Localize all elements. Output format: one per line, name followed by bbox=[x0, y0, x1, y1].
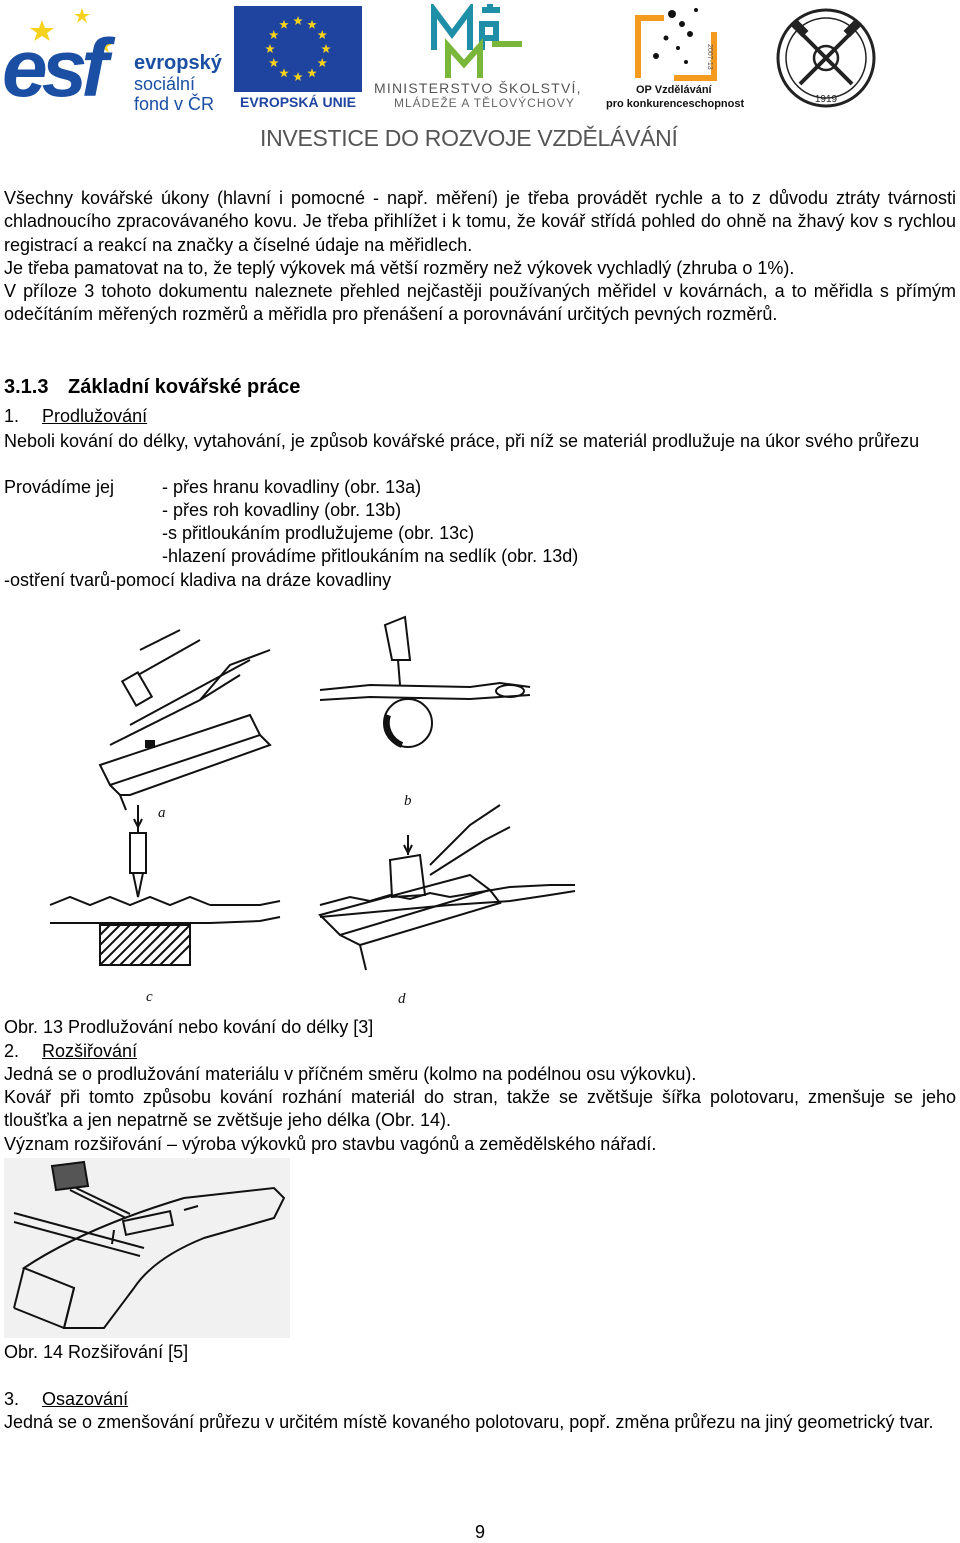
esf-text-2: sociální bbox=[134, 74, 196, 94]
item1-heading bbox=[4, 405, 147, 428]
item2-heading bbox=[4, 1040, 137, 1063]
item2-title: Rozšiřování bbox=[42, 1041, 138, 1061]
item1-number: 1. bbox=[4, 406, 20, 426]
school-emblem bbox=[774, 6, 880, 112]
item3-paragraph-1: Jedná se o zmenšování průřezu v určitém místě kovaného polotovaru, popř. změna průřezu na jiný geometrický tvar. bbox=[4, 1412, 934, 1432]
svg-text:1919: 1919 bbox=[814, 94, 838, 105]
eu-caption: EVROPSKÁ UNIE bbox=[240, 94, 356, 110]
msmt-mark-icon bbox=[372, 4, 600, 82]
fig13-label-d: d bbox=[398, 991, 406, 1007]
item1-description: Neboli kování do délky, vytahování, je způsob kovářské práce, při níž se materiál prodlužuje na úkor svého průřezu bbox=[4, 431, 920, 451]
section-title: Základní kovářské práce bbox=[68, 376, 301, 398]
op-text-1: OP Vzdělávání bbox=[636, 84, 712, 96]
widening-illustration-14 bbox=[4, 1158, 290, 1338]
msmt-logo bbox=[372, 4, 600, 112]
item2-number: 2. bbox=[4, 1041, 20, 1061]
item1-title: Prodlužování bbox=[42, 406, 148, 426]
intro-paragraph-2: Je třeba pamatovat na to, že teplý výkovek má větší rozměry než výkovek vychladlý (zhruba o 1%). bbox=[4, 258, 795, 278]
item3-title: Osazování bbox=[42, 1389, 129, 1409]
esf-letters: esf bbox=[2, 23, 103, 114]
forging-illustration-13 bbox=[30, 605, 590, 1010]
fig13c-drawing bbox=[50, 805, 280, 965]
eu-flag-icon bbox=[234, 6, 362, 92]
fig13-label-b: b bbox=[404, 793, 412, 809]
intro-paragraph-3: V příloze 3 tohoto dokumentu naleznete přehled nejčastěji používaných měřidel v kovárnách, a to měřidla s přímým odečítáním měřených rozměrů a měřidla pro přenášení a porovnávání určitých pevných rozměrů. bbox=[4, 281, 956, 325]
item1-step: - přes hranu kovadliny (obr. 13a) bbox=[162, 477, 422, 497]
item2-paragraph-2: Kovář při tomto způsobu kování rozhání materiál do stran, takže se zvětšuje šířka polotovaru, zmenšuje se jeho tloušťka a jen nepatrně se zvětšuje jeho délka (Obr. 14). bbox=[4, 1087, 956, 1131]
section-heading bbox=[4, 375, 300, 399]
fig13-label-c: c bbox=[146, 989, 153, 1005]
op-mark-icon bbox=[604, 4, 724, 84]
fig13a-drawing bbox=[100, 630, 270, 810]
op-logo bbox=[604, 4, 754, 112]
msmt-text-1: MINISTERSTVO ŠKOLSTVÍ, bbox=[374, 80, 582, 96]
item3-number: 3. bbox=[4, 1389, 20, 1409]
eu-logo bbox=[234, 6, 364, 112]
item1-lead: Provádíme jej bbox=[4, 477, 115, 497]
header-logos bbox=[0, 0, 960, 160]
item2-paragraph-1: Jedná se o prodlužování materiálu v příčném směru (kolmo na podélnou osu výkovku). bbox=[4, 1064, 697, 1084]
item2-paragraph-3: Význam rozšiřování – výroba výkovků pro stavbu vagónů a zemědělského nářadí. bbox=[4, 1134, 657, 1154]
esf-logo bbox=[4, 6, 229, 112]
svg-text:2007-13: 2007-13 bbox=[706, 44, 713, 70]
figure-14-caption: Obr. 14 Rozšiřování [5] bbox=[4, 1342, 189, 1362]
item1-step: -hlazení provádíme přitloukáním na sedlík (obr. 13d) bbox=[162, 546, 579, 566]
figure-13-caption: Obr. 13 Prodlužování nebo kování do délky [3] bbox=[4, 1017, 374, 1037]
item1-extra: -ostření tvarů-pomocí kladiva na dráze kovadliny bbox=[4, 570, 392, 590]
hammers-emblem-icon bbox=[774, 6, 878, 110]
esf-text-3: fond v ČR bbox=[134, 94, 215, 114]
figure-14 bbox=[4, 1158, 290, 1338]
item3-heading bbox=[4, 1388, 128, 1411]
page-number: 9 bbox=[474, 1522, 485, 1542]
fig13b-drawing bbox=[320, 617, 530, 747]
fig13-label-a: a bbox=[158, 805, 166, 821]
section-number: 3.1.3 bbox=[4, 376, 49, 398]
esf-text-1: evropský bbox=[134, 52, 222, 74]
item1-step: - přes roh kovadliny (obr. 13b) bbox=[162, 500, 402, 520]
item1-step: -s přitloukáním prodlužujeme (obr. 13c) bbox=[162, 523, 475, 543]
tagline: INVESTICE DO ROZVOJE VZDĚLÁVÁNÍ bbox=[260, 125, 678, 151]
intro-paragraph-1: Všechny kovářské úkony (hlavní i pomocné - např. měření) je třeba provádět rychle a to z důvodu ztráty tvárnosti chladnoucího zpracovávaného kovu. Je třeba přihlížet i k tomu, že kovář střídá pohled do ohně na žhavý kov s rychlou registrací a reakcí na značky a číselné údaje na měřidlech. bbox=[4, 188, 956, 255]
figure-13 bbox=[30, 605, 590, 1010]
op-text-2: pro konkurenceschopnost bbox=[606, 98, 745, 110]
fig13d-drawing bbox=[320, 805, 575, 970]
msmt-text-2: MLÁDEŽE A TĚLOVÝCHOVY bbox=[394, 96, 575, 110]
